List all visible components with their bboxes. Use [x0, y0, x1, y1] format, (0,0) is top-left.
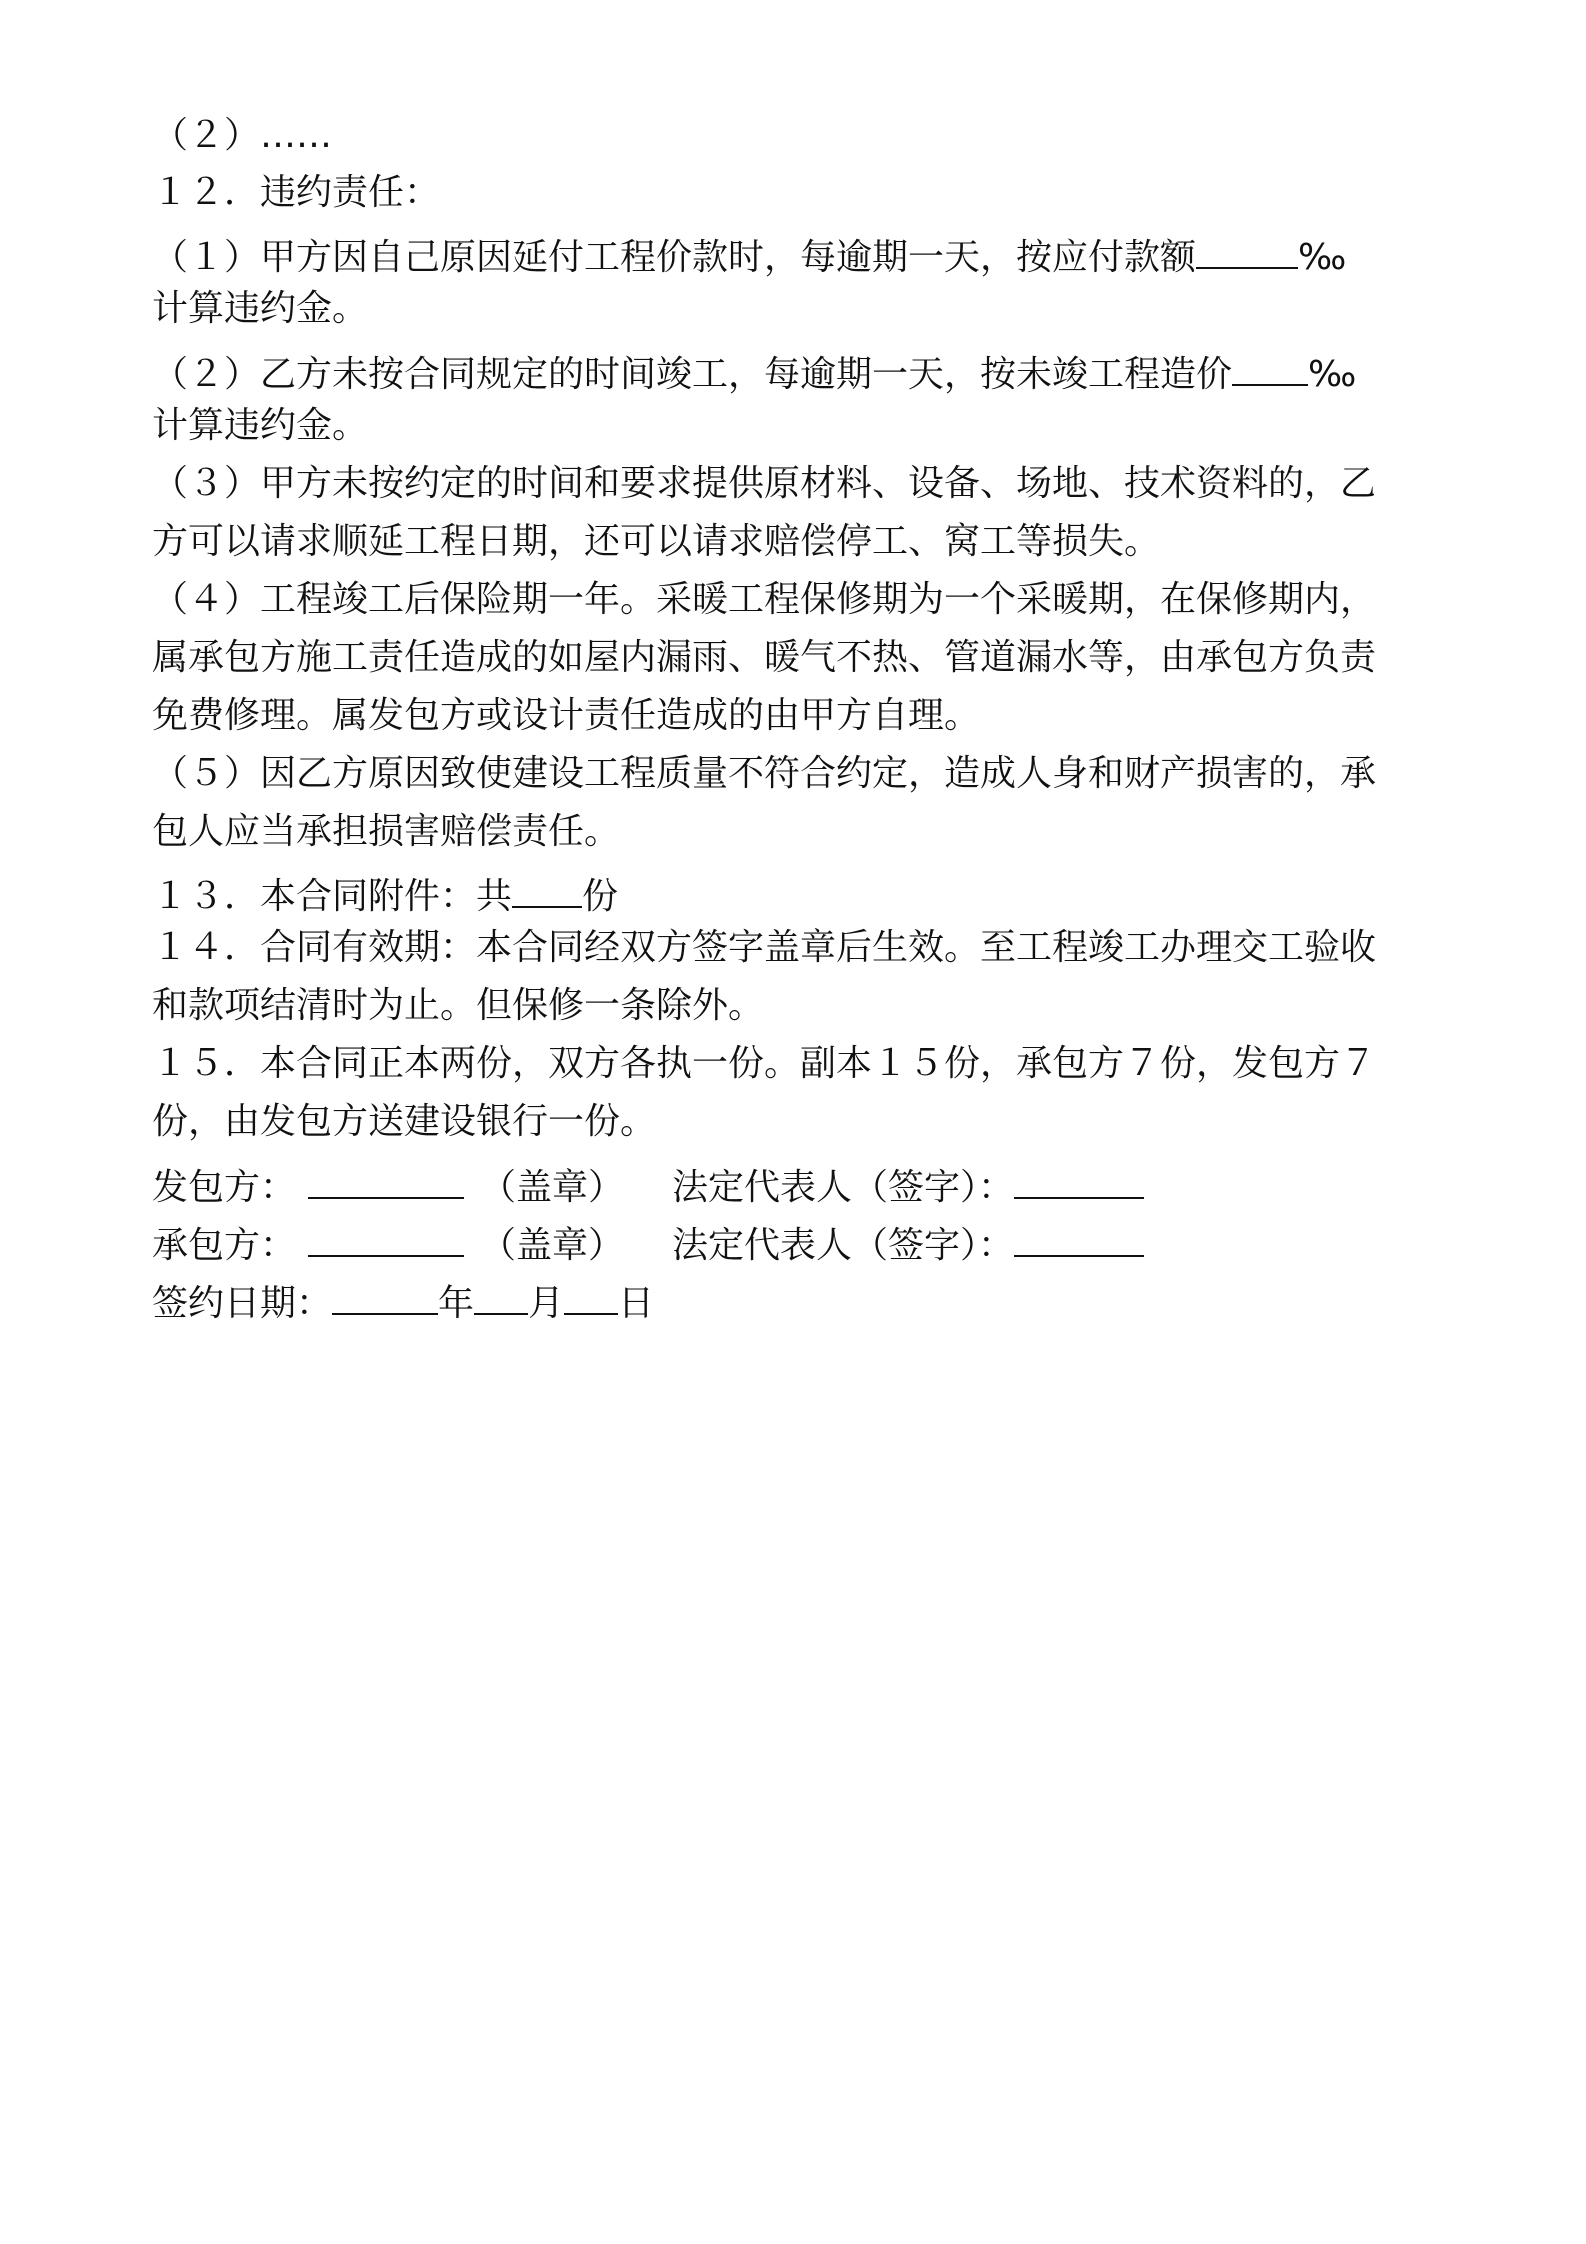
permille-sign: ‰: [1298, 237, 1347, 278]
section-15-line-2: 份，由发包方送建设银行一份。: [152, 1101, 657, 1142]
section-14-line-1: １４．合同有效期：本合同经双方签字盖章后生效。至工程竣工办理交工验收: [152, 927, 1377, 968]
payment-rate-blank[interactable]: [1196, 233, 1298, 269]
section-13-attachments: [152, 872, 1442, 915]
penalty-clause-4-line-3: 免费修理。属发包方或设计责任造成的由甲方自理。: [152, 695, 981, 736]
date-label: 签约日期：: [152, 1283, 333, 1324]
penalty-clause-1-line-1: [152, 233, 1442, 276]
penalty-clause-2-line-1: [152, 350, 1442, 393]
seal-label: （盖章）: [480, 1225, 625, 1266]
penalty-clause-2-line-2: 计算违约金。: [152, 405, 369, 446]
attachments-count-blank[interactable]: [512, 872, 582, 908]
attachments-text: １３．本合同附件：共: [152, 876, 513, 917]
penalty-clause-3-line-2: 方可以请求顺延工程日期，还可以请求赔偿停工、窝工等损失。: [152, 521, 1161, 562]
penalty-clause-3-line-1: （３）甲方未按约定的时间和要求提供原材料、设备、场地、技术资料的，乙: [152, 463, 1377, 504]
seal-label: （盖章）: [480, 1167, 625, 1208]
item-2-ellipsis: （２）……: [152, 115, 333, 156]
penalty-clause-4-line-1: （４）工程竣工后保险期一年。采暖工程保修期为一个采暖期，在保修期内，: [152, 579, 1377, 620]
month-label: 月: [528, 1283, 565, 1324]
day-label: 日: [618, 1283, 655, 1324]
contractor-legal-rep-blank[interactable]: [1014, 1221, 1144, 1257]
attachments-unit: 份: [582, 876, 619, 917]
penalty-clause-5-line-1: （５）因乙方原因致使建设工程质量不符合约定，造成人身和财产损害的，承: [152, 753, 1377, 794]
day-blank[interactable]: [564, 1279, 618, 1315]
employer-name-blank[interactable]: [308, 1163, 464, 1199]
employer-label: 发包方：: [152, 1167, 297, 1208]
contractor-signature-row: [152, 1221, 1442, 1264]
penalty-clause-4-line-2: 属承包方施工责任造成的如屋内漏雨、暖气不热、管道漏水等，由承包方负责: [152, 637, 1377, 678]
contractor-name-blank[interactable]: [308, 1221, 464, 1257]
penalty-clause-2-text: （２）乙方未按合同规定的时间竣工，每逾期一天，按未竣工程造价: [152, 354, 1233, 395]
cost-rate-blank[interactable]: [1232, 350, 1308, 386]
contractor-label: 承包方：: [152, 1225, 297, 1266]
month-blank[interactable]: [474, 1279, 528, 1315]
year-blank[interactable]: [332, 1279, 438, 1315]
penalty-clause-1-line-2: 计算违约金。: [152, 288, 369, 329]
signing-date-row: [152, 1279, 1442, 1322]
section-12-heading: １２．违约责任：: [152, 172, 441, 213]
permille-sign: ‰: [1308, 354, 1357, 395]
year-label: 年: [438, 1283, 475, 1324]
section-15-line-1: １５．本合同正本两份，双方各执一份。副本１５份，承包方７份，发包方７: [152, 1043, 1377, 1084]
legal-rep-label: 法定代表人（签字）：: [672, 1225, 1015, 1266]
penalty-clause-1-text: （１）甲方因自己原因延付工程价款时，每逾期一天，按应付款额: [152, 237, 1197, 278]
legal-rep-label: 法定代表人（签字）：: [672, 1167, 1015, 1208]
section-14-line-2: 和款项结清时为止。但保修一条除外。: [152, 985, 765, 1026]
employer-signature-row: [152, 1163, 1442, 1206]
employer-legal-rep-blank[interactable]: [1014, 1163, 1144, 1199]
penalty-clause-5-line-2: 包人应当承担损害赔偿责任。: [152, 811, 621, 852]
